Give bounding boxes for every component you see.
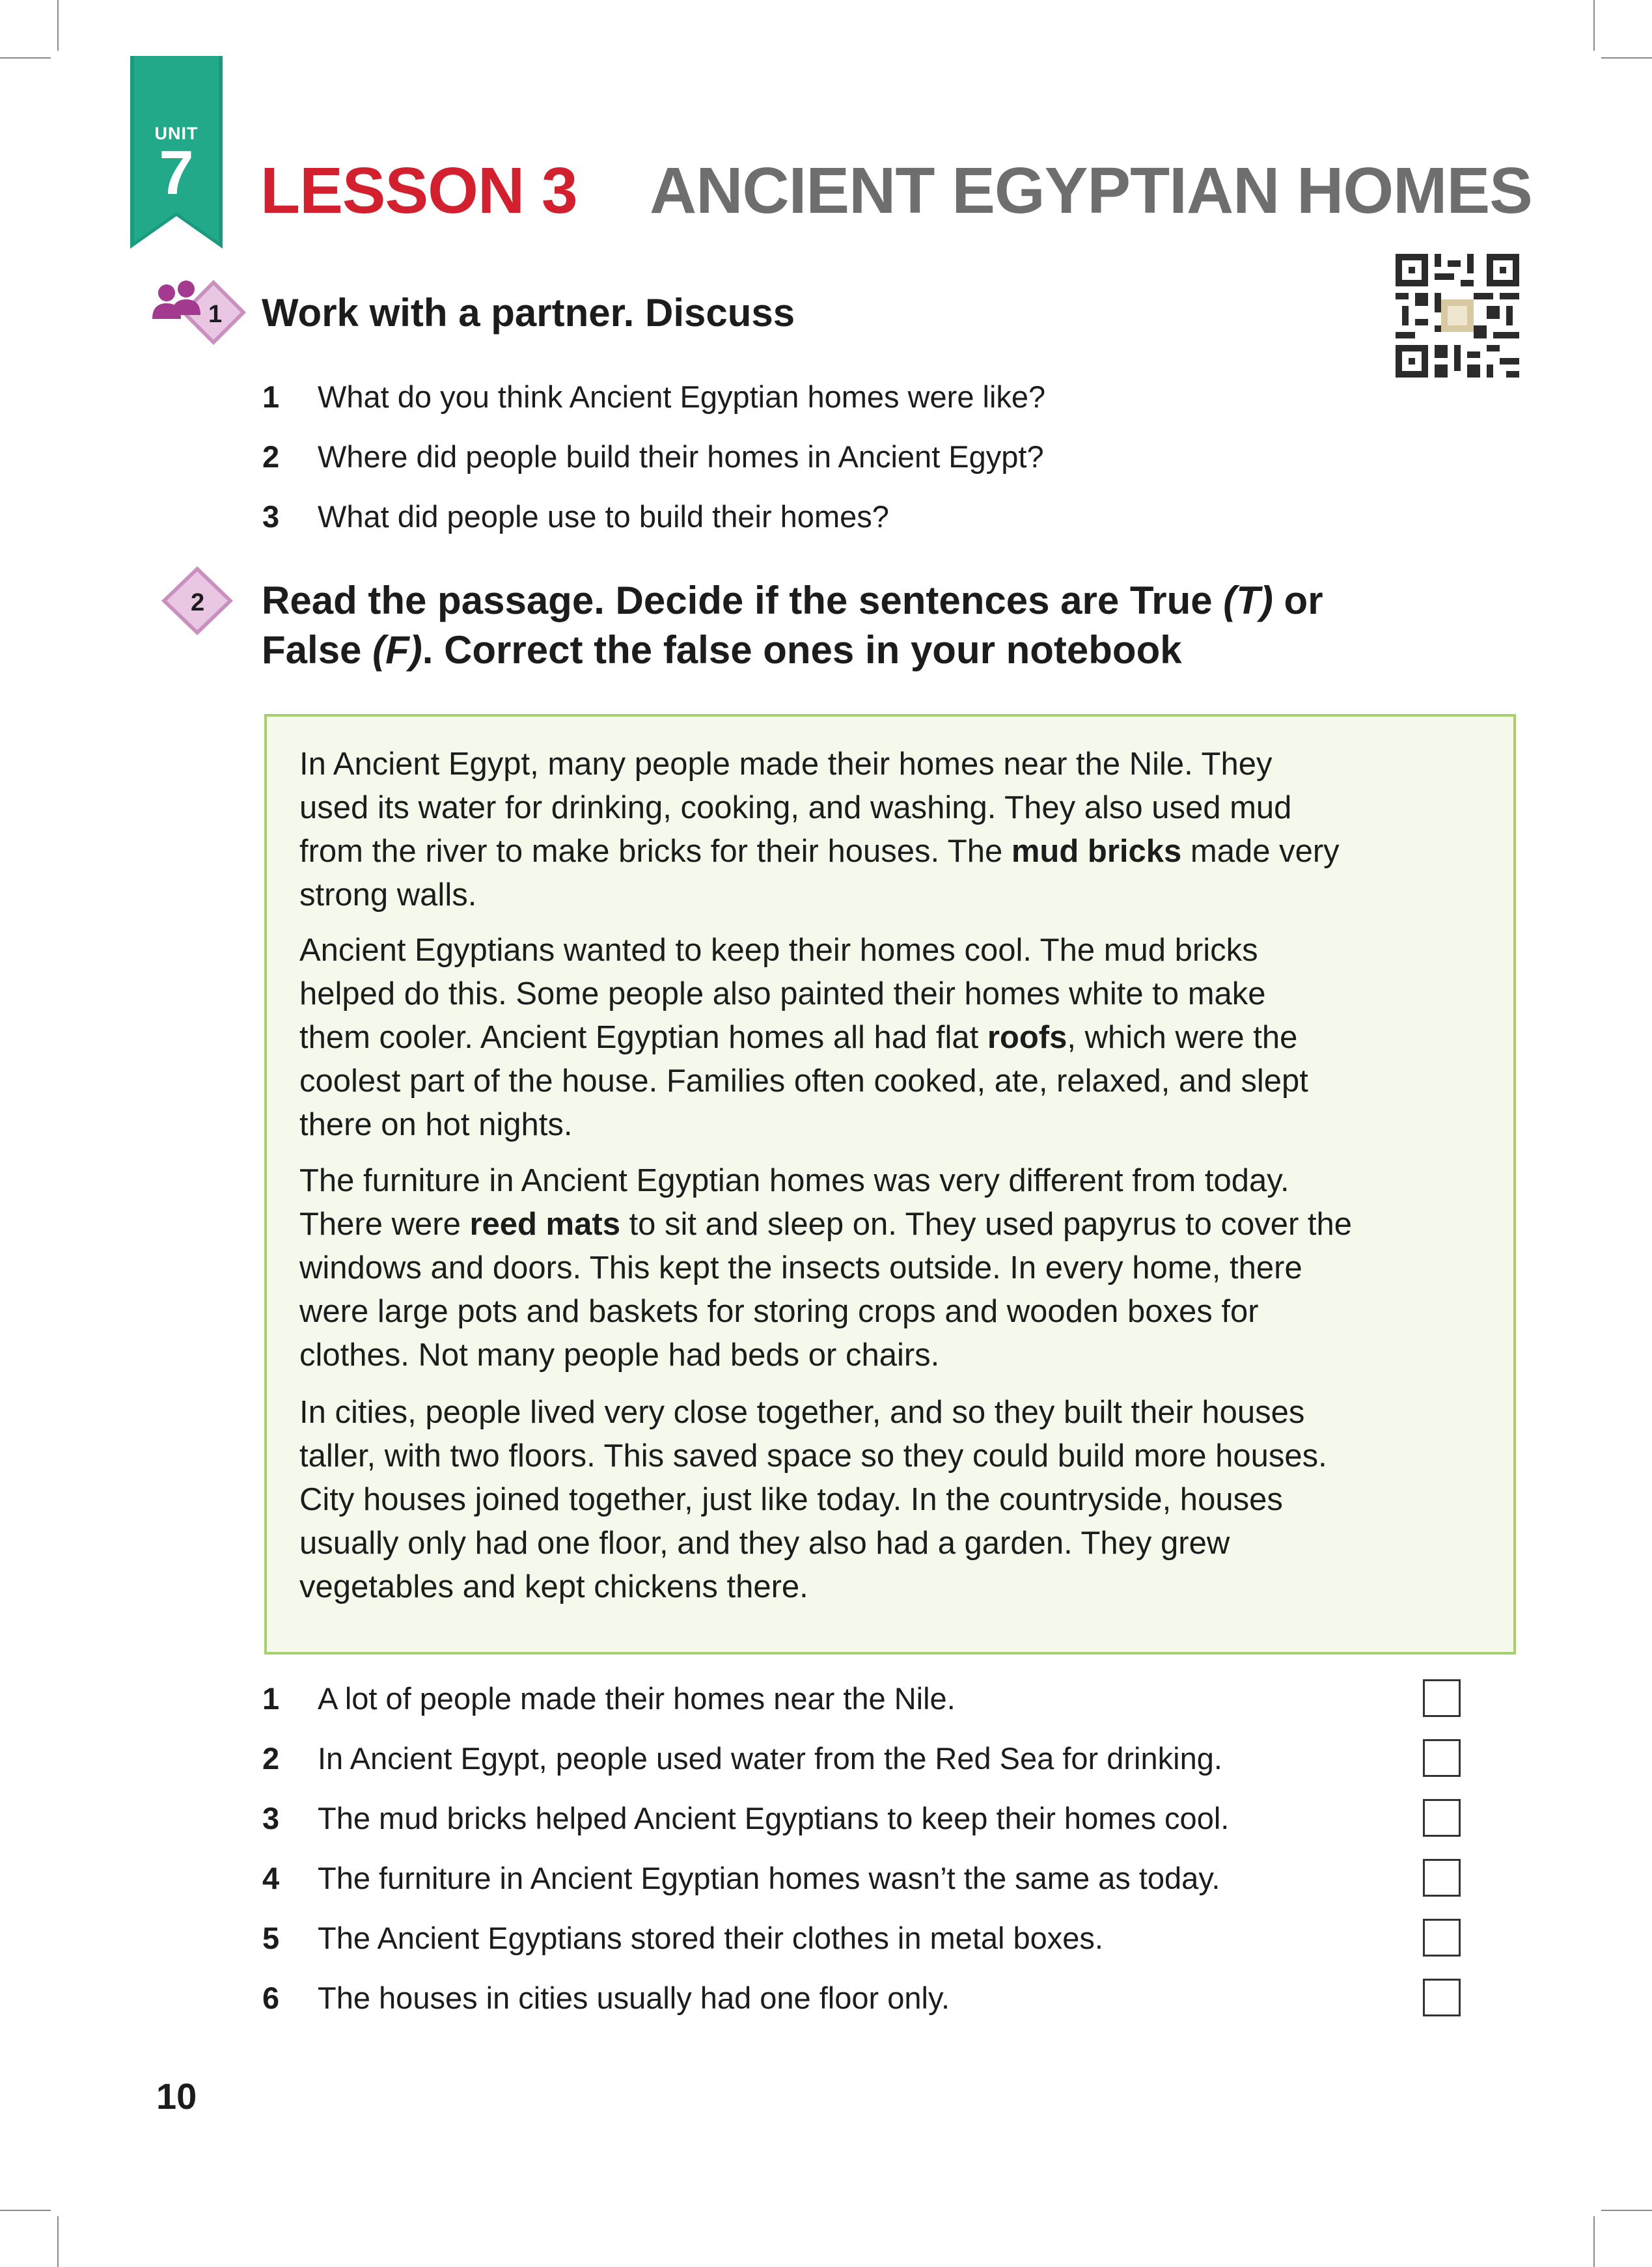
passage-line: helped do this. Some people also painted their homes white to make — [299, 976, 1266, 1011]
answer-checkbox[interactable] — [1423, 1679, 1461, 1717]
passage-line: usually only had one floor, and they also had a garden. They grew — [299, 1526, 1230, 1561]
passage-line: were large pots and baskets for storing crops and wooden boxes for — [299, 1294, 1259, 1329]
keyword: reed mats — [469, 1207, 620, 1242]
crop-mark — [0, 57, 51, 59]
statement-text: In Ancient Egypt, people used water from the Red Sea for drinking. — [318, 1741, 1222, 1776]
crop-mark — [57, 0, 59, 51]
unit-number: 7 — [159, 138, 194, 208]
exercise-2-heading-line-1 — [262, 578, 1323, 623]
heading-text: Read the passage. Decide if the sentences are True — [262, 579, 1224, 622]
passage-line: clothes. Not many people had beds or chairs. — [299, 1338, 940, 1373]
heading-text: or — [1273, 579, 1323, 622]
answer-checkbox[interactable] — [1423, 1979, 1461, 2016]
statement-number: 1 — [262, 1681, 280, 1716]
exercise-number-badge — [155, 565, 240, 637]
exercise-2-heading-line-2 — [262, 627, 1182, 672]
crop-mark — [1601, 2210, 1652, 2211]
crop-mark — [1593, 0, 1595, 51]
statement-text: The Ancient Egyptians stored their clothes in metal boxes. — [318, 1921, 1103, 1955]
exercise-number: 1 — [208, 301, 223, 328]
passage-paragraph — [299, 1159, 1491, 1377]
keyword: mud bricks — [1011, 834, 1182, 869]
statement-text: A lot of people made their homes near the Nile. — [318, 1681, 956, 1716]
answer-checkbox[interactable] — [1423, 1799, 1461, 1837]
passage-line: The furniture in Ancient Egyptian homes was very different from today. — [299, 1163, 1289, 1198]
passage-paragraph — [299, 929, 1491, 1147]
answer-checkbox[interactable] — [1423, 1919, 1461, 1957]
unit-label: UNIT — [154, 124, 199, 143]
crop-mark — [1593, 2216, 1595, 2267]
statement-text: The mud bricks helped Ancient Egyptians to keep their homes cool. — [318, 1801, 1230, 1835]
question-number: 3 — [262, 499, 280, 534]
answer-checkbox[interactable] — [1423, 1859, 1461, 1897]
passage-line: , which were the — [1067, 1020, 1298, 1055]
passage-paragraph — [299, 743, 1491, 917]
heading-text: False — [262, 628, 373, 672]
statement-number: 3 — [262, 1801, 280, 1835]
passage-line: them cooler. Ancient Egyptian homes all had flat — [299, 1020, 987, 1055]
passage-line: windows and doors. This kept the insects outside. In every home, there — [299, 1250, 1302, 1285]
question-text: Where did people build their homes in Ancient Egypt? — [318, 439, 1044, 474]
passage-line: vegetables and kept chickens there. — [299, 1569, 808, 1604]
reading-passage — [264, 714, 1516, 1655]
passage-paragraph — [299, 1391, 1491, 1609]
passage-line: taller, with two floors. This saved space so they could build more houses. — [299, 1438, 1327, 1474]
heading-false-marker: (F) — [372, 628, 422, 672]
statement-number: 6 — [262, 1981, 280, 2015]
heading-text: . Correct the false ones in your notebook — [422, 628, 1182, 672]
page-number: 10 — [156, 2076, 197, 2117]
lesson-label: LESSON 3 — [260, 154, 577, 227]
passage-line: In cities, people lived very close together, and so they built their houses — [299, 1395, 1305, 1430]
statement-text: The furniture in Ancient Egyptian homes wasn’t the same as today. — [318, 1861, 1220, 1895]
passage-line: there on hot nights. — [299, 1107, 573, 1142]
unit-ribbon — [130, 56, 223, 249]
passage-line: from the river to make bricks for their houses. The — [299, 834, 1012, 869]
crop-mark — [1601, 57, 1652, 59]
pair-work-icon — [148, 279, 246, 350]
passage-line: to sit and sleep on. They used papyrus to cover the — [620, 1207, 1353, 1242]
exercise-1-heading: Work with a partner. Discuss — [262, 291, 795, 335]
lesson-title: ANCIENT EGYPTIAN HOMES — [650, 154, 1532, 227]
passage-line: made very — [1181, 834, 1340, 869]
passage-line: City houses joined together, just like today. In the countryside, houses — [299, 1482, 1283, 1517]
crop-mark — [57, 2216, 59, 2267]
passage-line: used its water for drinking, cooking, and washing. They also used mud — [299, 790, 1292, 825]
answer-checkbox[interactable] — [1423, 1739, 1461, 1777]
statement-number: 5 — [262, 1921, 280, 1955]
exercise-number: 2 — [191, 589, 205, 616]
question-number: 1 — [262, 379, 280, 414]
question-text: What did people use to build their homes? — [318, 499, 889, 534]
heading-true-marker: (T) — [1223, 579, 1273, 622]
passage-line: There were — [299, 1207, 470, 1242]
crop-mark — [0, 2210, 51, 2211]
passage-line: strong walls. — [299, 877, 477, 913]
statement-number: 2 — [262, 1741, 280, 1776]
passage-line: Ancient Egyptians wanted to keep their homes cool. The mud bricks — [299, 933, 1258, 968]
statement-text: The houses in cities usually had one floor only. — [318, 1981, 950, 2015]
statement-number: 4 — [262, 1861, 280, 1895]
qr-code-icon[interactable] — [1396, 254, 1519, 378]
keyword: roofs — [987, 1020, 1067, 1055]
passage-line: coolest part of the house. Families often cooked, ate, relaxed, and slept — [299, 1064, 1308, 1099]
passage-line: In Ancient Egypt, many people made their homes near the Nile. They — [299, 747, 1273, 782]
question-number: 2 — [262, 439, 280, 474]
question-text: What do you think Ancient Egyptian homes were like? — [318, 379, 1046, 414]
